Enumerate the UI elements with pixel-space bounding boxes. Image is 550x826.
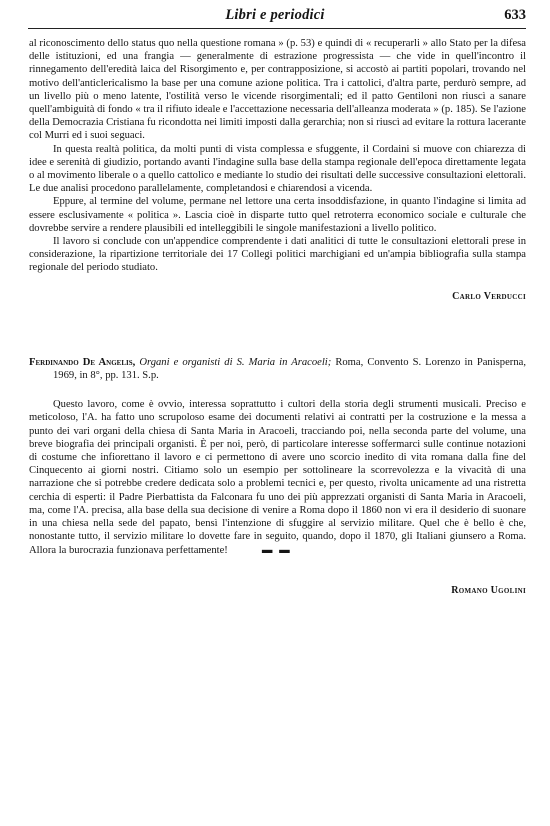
review-2-author: Ferdinando De Angelis, bbox=[29, 356, 136, 368]
review-2-text: Questo lavoro, come è ovvio, interessa soprattutto i cultori della storia degli strumenti musicali. Preciso e meticoloso, l'A. ha fatto uno scrupoloso esame dei documenti relativi ai contratti per la costruzione e la messa a punto dei vari organi della chiesa di Santa Maria in Aracoeli, tracciando poi, nella seconda parte del volume, una breve biografia dei principali organisti. È per noi, però, di particolare interesse soffermarci sulle continue notazioni di costume che infiorettano il lavoro e ci permettono di avere uno scorcio inedito di vita romana dalla fine del Cinquecento ai giorni nostri. Citiamo solo un esempio per sottolineare la scorrevolezza e la vivacità di una narrazione che si potrebbe credere dedicata solo a problemi tecnici e, per questo, rivolta unicamente ad una ristretta cerchia di esperti: il Padre Pierbattista da Falconara fu uno dei più apprezzati organisti di Santa Maria in Aracoeli, ma, come l'A. precisa, alla base della sua decisione di venire a Roma dopo il 1860 non vi era il desiderio di suonare in una chiesa nella sede del papato, bensì l'intenzione di sfuggire al servizio militare. Quel che è bello è che, nonostante tutto, il servizio militare lo dovette fare in seguito, quando, dopo il 1870, gli Italiani giunsero a Roma. Allora la burocrazia funzionava perfettamente! bbox=[29, 399, 526, 556]
running-head bbox=[0, 0, 550, 30]
review-1-paragraph-4: Il lavoro si conclude con un'appendice comprendente i dati analitici di tutte le consultazioni elettorali prese in considerazione, la ripartizione territoriale dei 17 Collegi politici marchigiani ed un'ampia bibliografia sulla stampa regionale del periodo studiato. bbox=[29, 236, 526, 274]
review-1-paragraph-2: In questa realtà politica, da molti punti di vista complessa e sfuggente, il Cordaini si muove con chiarezza di idee e serenità di giudizio, portando avanti l'indagine sulla base della stampa regionale dell'epoca direttamente legata o al movimento liberale o a quello cattolico e mediante lo studio dei risultati delle successive consultazioni elettorali. Le due analisi procedono parallelamente, completandosi e chiarendosi a vicenda. bbox=[29, 143, 526, 195]
review-2-title: Organi e organisti di S. Maria in Aracoeli; bbox=[139, 356, 332, 368]
running-title: Libri e periodici bbox=[225, 7, 325, 23]
page-body bbox=[29, 37, 526, 597]
review-2-bibliographic-header bbox=[29, 356, 526, 382]
review-1-paragraph-3: Eppure, al termine del volume, permane nel lettore una certa insoddisfazione, in quanto l'indagine si limita ad essere esclusivamente « politica ». Lascia cioè in disparte tutto quel retroterra economico sociale e culturale che dovrebbe servire a rendere plausibili ed intelleggibili le singole manifestazioni a livello politico. bbox=[29, 196, 526, 234]
review-2-publication: Roma, Convento S. Lorenzo in Panisperna, 1969, in 8°, pp. 131. S.p. bbox=[53, 356, 526, 382]
review-2-signature: Romano Ugolini bbox=[451, 584, 526, 596]
end-marks: ▬ ▬ bbox=[261, 544, 292, 556]
page-number: 633 bbox=[504, 7, 526, 23]
review-1-signature: Carlo Verducci bbox=[452, 290, 526, 302]
review-2-paragraph bbox=[29, 398, 526, 556]
header-rule bbox=[28, 28, 526, 29]
review-1-paragraph-1: al riconoscimento dello status quo nella questione romana » (p. 53) e quindi di « recuperarli » allo Stato per la difesa delle istituzioni, ed una frangia — generalmente di estrazione progressista — che vide in quell'incontro il rinnegamento dell'eredità laica del Risorgimento e, per contrapposizione, si accostò ai partiti popolari, trovando nel motivo dell'anticlericalismo la base per una comune azione politica. Tra i cattolici, d'altra parte, perdurò sempre, ad un livello più o meno latente, l'ostilità verso le vicende risorgimentali; ed il patto Gentiloni non riuscì a sanare quell'ambiguità di fondo « tra il rifiuto ideale e l'accettazione necessaria dell'alleanza moderata » (p. 185). Se l'azione della Democrazia Cristiana fu ricondotta nei limiti imposti dalla gerarchia; non si riuscì ad evitare la rottura lacerante col Murri ed i suoi seguaci. bbox=[29, 38, 526, 142]
